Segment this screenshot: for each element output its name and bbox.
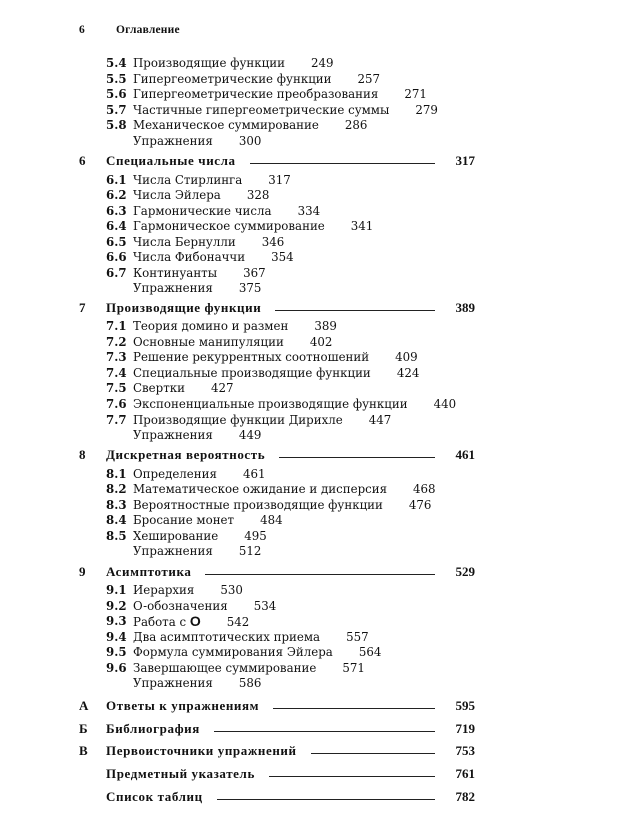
section-number: 8.3 [106, 498, 127, 512]
toc-section-entry [0, 218, 641, 234]
section-title-text: Производящие функции Дирихле [133, 413, 343, 427]
section-page: 427 [210, 381, 234, 395]
section-title-text: Основные манипуляции [133, 335, 284, 349]
section-page: 402 [309, 335, 333, 349]
chapter-page: 753 [455, 743, 475, 758]
section-title-text: Хеширование [133, 529, 219, 543]
section-number: 8.5 [106, 529, 127, 543]
section-title [133, 644, 381, 660]
section-number: 9.5 [106, 645, 127, 659]
section-page: 341 [350, 219, 374, 233]
section-title-text: Континуанты [133, 266, 218, 280]
toc-section-entry [0, 318, 641, 334]
toc-section-entry [0, 675, 641, 691]
chapter-title: Производящие функции [106, 300, 262, 315]
section-page: 484 [260, 513, 283, 527]
section-page: 542 [226, 615, 250, 629]
section-number: 7.6 [106, 397, 127, 411]
section-number: 6.6 [106, 250, 127, 264]
header-page-number: 6 [79, 24, 85, 36]
section-page: 317 [268, 173, 291, 187]
toc-chapter-entry [0, 299, 641, 317]
toc-section-entry [0, 582, 641, 598]
toc-chapter-entry [0, 563, 641, 581]
section-title-text: Гармонические числа [133, 204, 272, 218]
toc-section-entry [0, 613, 641, 629]
section-page: 389 [314, 319, 337, 333]
section-title-text: Гипергеометрические преобразования [133, 87, 379, 101]
section-page: 461 [242, 467, 266, 481]
leader-rule [273, 708, 435, 709]
section-number: 9.2 [106, 599, 127, 613]
toc-chapter-entry [0, 788, 641, 806]
section-title-text: Частичные гипергеометрические суммы [133, 103, 390, 117]
section-page: 354 [271, 250, 294, 264]
section-title [133, 396, 456, 412]
leader-rule [275, 310, 435, 311]
section-title-text: Завершающее суммирование [133, 661, 317, 675]
chapter-title: Ответы к упражнениям [106, 698, 260, 713]
section-title-text: Упражнения [133, 676, 213, 690]
chapter-number: 8 [79, 447, 86, 462]
section-title-text: Свертки [133, 381, 185, 395]
section-page: 279 [415, 103, 438, 117]
toc-section-entry [0, 427, 641, 443]
section-title-text: Упражнения [133, 428, 213, 442]
section-title-text: Гармоническое суммирование [133, 219, 325, 233]
toc-section-entry [0, 349, 641, 365]
section-title-text: Математическое ожидание и дисперсия [133, 482, 388, 496]
section-page: 367 [243, 266, 266, 280]
section-title [133, 334, 332, 350]
section-number: 8.1 [106, 467, 127, 481]
chapter-page: 719 [455, 721, 475, 736]
toc-section-entry [0, 172, 641, 188]
leader-rule [217, 799, 435, 800]
section-title [133, 318, 337, 334]
chapter-page: 782 [455, 789, 475, 804]
section-number: 7.5 [106, 381, 127, 395]
section-number: 7.1 [106, 319, 127, 333]
section-page: 476 [408, 498, 432, 512]
section-title-text: Упражнения [133, 134, 213, 148]
toc-section-entry [0, 117, 641, 133]
chapter-number: В [79, 743, 88, 758]
section-number: 5.6 [106, 87, 127, 101]
section-page: 447 [368, 413, 392, 427]
chapter-number: 9 [79, 564, 86, 579]
section-title-text: Определения [133, 467, 217, 481]
toc-section-entry [0, 365, 641, 381]
leader-rule [311, 753, 435, 754]
section-title [133, 512, 283, 528]
section-number: 9.4 [106, 630, 127, 644]
toc-section-entry [0, 412, 641, 428]
section-title-text: Вероятностные производящие функции [133, 498, 383, 512]
toc-chapter-entry [0, 697, 641, 715]
toc-chapter-entry [0, 765, 641, 783]
section-title [133, 380, 234, 396]
chapter-number: 7 [79, 300, 86, 315]
section-title-text: Числа Бернулли [133, 235, 236, 249]
section-page: 271 [404, 87, 427, 101]
toc-section-entry [0, 203, 641, 219]
section-title-text: Иерархия [133, 583, 195, 597]
section-title-text: Решение рекуррентных соотношений [133, 350, 370, 364]
section-page: 512 [238, 544, 262, 558]
section-page: 409 [395, 350, 418, 364]
section-title-text: Бросание монет [133, 513, 235, 527]
section-page: 495 [244, 529, 267, 543]
section-page: 468 [413, 482, 436, 496]
section-title-text: Числа Фибоначчи [133, 250, 246, 264]
section-title-text: O-обозначения [133, 599, 228, 613]
toc-section-entry [0, 71, 641, 87]
section-title-text: Специальные производящие функции [133, 366, 371, 380]
toc-section-entry [0, 249, 641, 265]
section-title [133, 543, 261, 559]
toc-section-entry [0, 644, 641, 660]
section-title [133, 466, 266, 482]
section-number: 7.2 [106, 335, 127, 349]
section-title [133, 102, 438, 118]
section-number: 7.7 [106, 413, 127, 427]
section-title-text: Упражнения [133, 281, 213, 295]
section-title [133, 187, 269, 203]
section-number: 6.4 [106, 219, 127, 233]
section-title-text: Числа Стирлинга [133, 173, 243, 187]
chapter-number: 6 [79, 153, 86, 168]
leader-rule [279, 457, 435, 458]
chapter-title: Список таблиц [106, 789, 203, 804]
section-title [133, 86, 427, 102]
toc-chapter-entry [0, 720, 641, 738]
section-title [133, 365, 419, 381]
section-page: 530 [220, 583, 243, 597]
chapter-title: Дискретная вероятность [106, 447, 266, 462]
toc-section-entry [0, 280, 641, 296]
section-page: 334 [297, 204, 321, 218]
chapter-number: A [79, 698, 89, 713]
section-number: 5.5 [106, 72, 127, 86]
section-title-text: Упражнения [133, 544, 213, 558]
section-page: 249 [310, 56, 334, 70]
section-number: 7.4 [106, 366, 127, 380]
toc-chapter-entry [0, 152, 641, 170]
section-title [133, 675, 261, 691]
leader-rule [205, 574, 435, 575]
leader-rule [214, 731, 435, 732]
section-number: 8.4 [106, 513, 127, 527]
section-page: 571 [342, 661, 365, 675]
toc-section-entry [0, 481, 641, 497]
section-number: 9.1 [106, 583, 127, 597]
toc-section-entry [0, 497, 641, 513]
section-page: 286 [344, 118, 368, 132]
section-number: 6.2 [106, 188, 127, 202]
chapter-title: Библиография [106, 721, 200, 736]
section-title [133, 629, 369, 645]
toc-section-entry [0, 629, 641, 645]
section-page: 449 [238, 428, 262, 442]
chapter-number: Б [79, 721, 88, 736]
chapter-title: Первоисточники упражнений [106, 743, 297, 758]
section-page: 328 [246, 188, 270, 202]
section-title-text: Числа Эйлера [133, 188, 221, 202]
chapter-title: Асимптотика [106, 564, 192, 579]
section-title [133, 55, 334, 71]
section-page: 586 [238, 676, 262, 690]
section-title [133, 598, 276, 614]
toc-section-entry [0, 512, 641, 528]
chapter-title: Специальные числа [106, 153, 236, 168]
section-title-text: Работа с [133, 615, 187, 629]
section-title [133, 613, 249, 630]
section-title [133, 528, 267, 544]
section-title-text: Теория домино и размен [133, 319, 289, 333]
section-title-text: Гипергеометрические функции [133, 72, 332, 86]
section-title [133, 218, 373, 234]
leader-rule [269, 776, 435, 777]
section-title [133, 133, 261, 149]
section-title [133, 427, 261, 443]
section-page: 346 [261, 235, 285, 249]
leader-rule [250, 163, 435, 164]
section-title [133, 172, 291, 188]
chapter-page: 529 [455, 564, 475, 579]
chapter-page: 595 [455, 698, 475, 713]
section-number: 5.4 [106, 56, 127, 70]
section-number: 5.8 [106, 118, 127, 132]
section-page: 564 [358, 645, 382, 659]
toc-section-entry [0, 187, 641, 203]
section-title-text: Формула суммирования Эйлера [133, 645, 333, 659]
section-title-text: Производящие функции [133, 56, 285, 70]
toc-section-entry [0, 466, 641, 482]
section-title-text: Механическое суммирование [133, 118, 319, 132]
section-number: 9.6 [106, 661, 127, 675]
chapter-title: Предметный указатель [106, 766, 255, 781]
section-page: 557 [346, 630, 369, 644]
section-page: 257 [357, 72, 381, 86]
toc-section-entry [0, 86, 641, 102]
section-title [133, 234, 284, 250]
toc-section-entry [0, 55, 641, 71]
chapter-page: 461 [455, 447, 475, 462]
section-title [133, 203, 320, 219]
toc-section-entry [0, 265, 641, 281]
section-page: 534 [253, 599, 277, 613]
toc-section-entry [0, 380, 641, 396]
section-page: 375 [238, 281, 262, 295]
section-title [133, 582, 243, 598]
section-number: 6.3 [106, 204, 127, 218]
toc-chapter-entry [0, 742, 641, 760]
section-title [133, 349, 418, 365]
section-page: 300 [238, 134, 262, 148]
toc-chapter-entry [0, 446, 641, 464]
toc-section-entry [0, 133, 641, 149]
section-title [133, 265, 266, 281]
section-page: 440 [433, 397, 457, 411]
toc-section-entry [0, 598, 641, 614]
toc-section-entry [0, 234, 641, 250]
section-title [133, 412, 391, 428]
section-title [133, 660, 365, 676]
section-number: 8.2 [106, 482, 127, 496]
chapter-page: 317 [455, 153, 475, 168]
section-title [133, 71, 380, 87]
toc-section-entry [0, 396, 641, 412]
section-number: 5.7 [106, 103, 127, 117]
toc-section-entry [0, 334, 641, 350]
section-number: 9.3 [106, 614, 127, 628]
toc-section-entry [0, 102, 641, 118]
section-title [133, 117, 367, 133]
toc-section-entry [0, 660, 641, 676]
section-number: 6.1 [106, 173, 127, 187]
section-title-text: Экспоненциальные производящие функции [133, 397, 408, 411]
section-number: 7.3 [106, 350, 127, 364]
section-number: 6.7 [106, 266, 127, 280]
big-o-symbol: O [189, 613, 201, 629]
toc-section-entry [0, 543, 641, 559]
chapter-page: 389 [455, 300, 475, 315]
section-title [133, 481, 436, 497]
section-title [133, 280, 261, 296]
section-number: 6.5 [106, 235, 127, 249]
toc-section-entry [0, 528, 641, 544]
section-title [133, 497, 431, 513]
header-title: Оглавление [116, 24, 180, 36]
section-title-text: Два асимптотических приема [133, 630, 321, 644]
section-page: 424 [396, 366, 420, 380]
section-title [133, 249, 294, 265]
chapter-page: 761 [455, 766, 475, 781]
